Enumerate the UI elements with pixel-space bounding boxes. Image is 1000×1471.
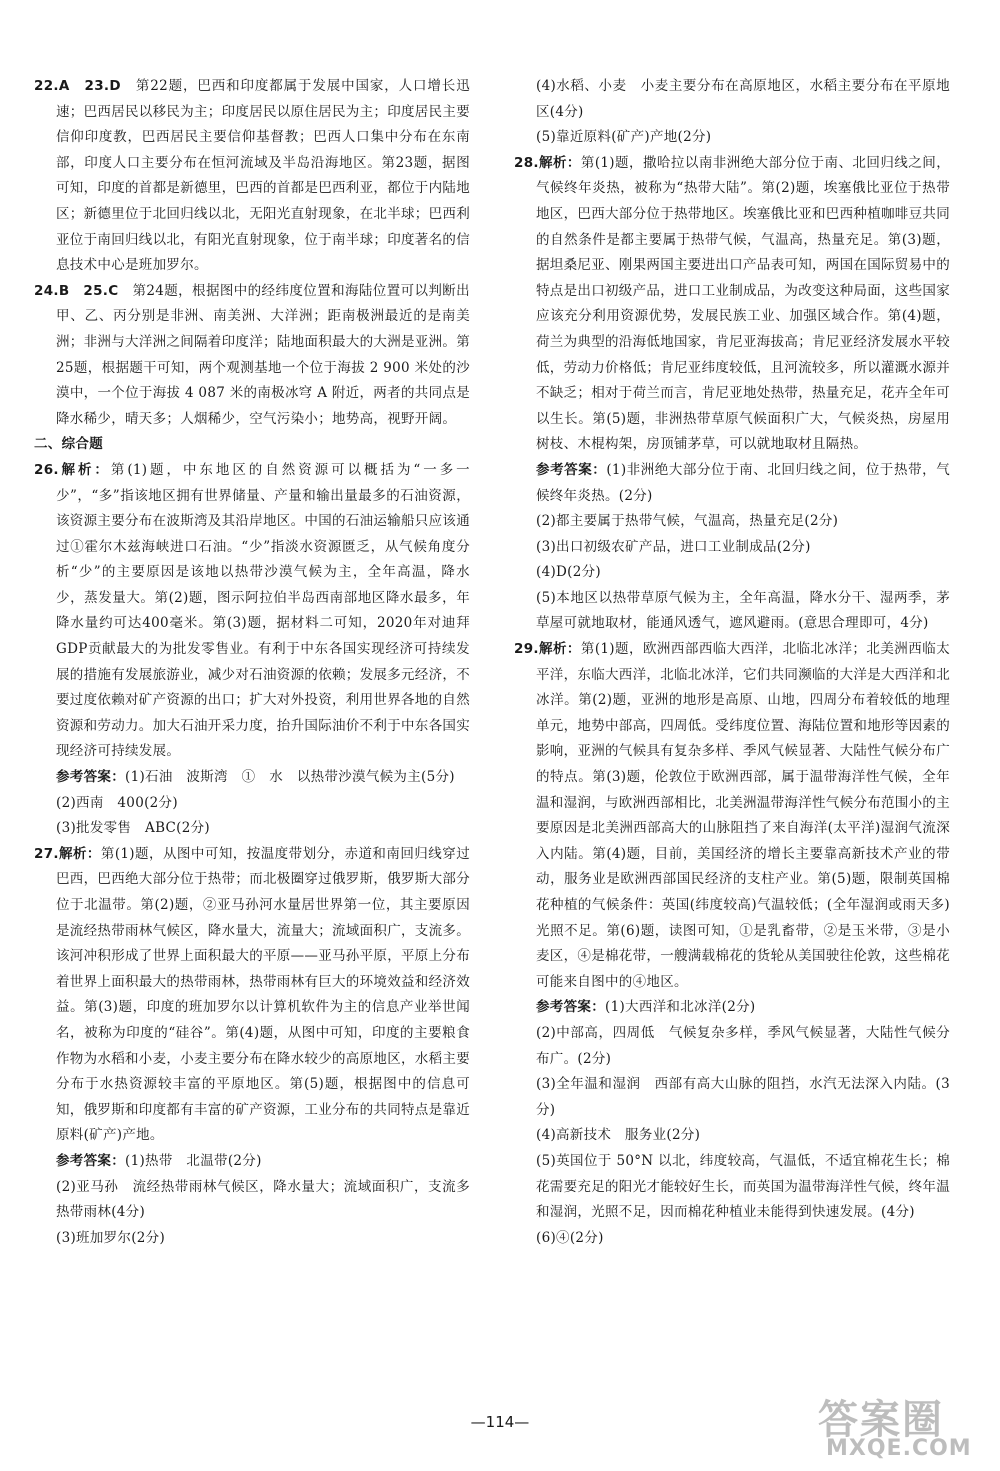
watermark xyxy=(818,1388,988,1466)
reference-answer-3: (3)全年温和湿润 西部有高大山脉的阻挡，水汽无法深入内陆。(3分) xyxy=(536,1076,950,1118)
explanation-text: 第22题，巴西和印度都属于发展中国家，人口增长迅速；巴西居民以移民为主；印度居民以原住居民为主；印度居民主要信仰印度教，巴西居民主要信仰基督教；巴西人口集中分布在东南部，印度人口主要分布在恒河流域及半岛沿海地区。第23题，据图可知，印度的首都是新德里，巴西的首都是巴西利亚，都位于内陆地区；新德里位于北回归线以北，无阳光直射现象，在北半球；巴西利亚位于南回归线以北，有阳光直射现象，位于南半球；印度著名的信息技术中心是班加罗尔。 xyxy=(56,78,470,274)
answer-29 xyxy=(514,637,950,995)
reference-answer-label: 参考答案： xyxy=(536,999,605,1016)
left-column xyxy=(34,74,484,1251)
reference-answer-1 xyxy=(34,1149,470,1175)
reference-answer-2: (2)西南 400(2分) xyxy=(56,794,178,811)
reference-answer-5: (5)靠近原料(矿产)产地(2分) xyxy=(536,129,712,146)
reference-answer-1 xyxy=(514,995,950,1021)
section-heading: 二、综合题 xyxy=(34,436,103,453)
answer-27 xyxy=(34,842,470,1149)
explanation-text: 第(1)题，欧洲西部西临大西洋，北临北冰洋；北美洲西临太平洋，东临大西洋，北临北冰洋，它们共同濒临的大洋是大西洋和北冰洋。第(2)题，亚洲的地形是高原、山地，四周分布着较低的地理单元，地势中部高，四周低。受纬度位置、海陆位置和地形等因素的影响，亚洲的气候具有复杂多样、季风气候显著、大陆性气候分布广的特点。第(3)题，伦敦位于欧洲西部，属于温带海洋性气候，全年温和湿润，与欧洲西部相比，北美洲温带海洋性气候分布范围小的主要原因是北美洲西部高大的山脉阻挡了来自海洋(太平洋)湿润气流深入内陆。第(4)题，目前，美国经济的增长主要靠高新技术产业的带动，服务业是欧洲西部国民经济的支柱产业。第(5)题，限制英国棉花种植的气候条件：英国(纬度较高)气温较低；(全年湿润或雨天多)光照不足。第(6)题，读图可知，①是乳畜带，②是玉米带，③是小麦区，④是棉花带，一艘满载棉花的货轮从美国驶往伦敦，这些棉花可能来自图中的④地区。 xyxy=(536,641,950,990)
question-number: 29. xyxy=(514,641,539,658)
answer-text: (1)热带 北温带(2分) xyxy=(125,1152,262,1169)
reference-answer-label: 参考答案： xyxy=(536,461,607,478)
answer-22-23 xyxy=(34,74,470,279)
reference-answer-4: (4)高新技术 服务业(2分) xyxy=(536,1127,701,1144)
explanation-text: 第(1)题，撒哈拉以南非洲绝大部分位于南、北回归线之间，气候终年炎热，被称为“热带大陆”。第(2)题，埃塞俄比亚位于热带地区，巴西大部分位于热带地区。埃塞俄比亚和巴西种植咖啡豆共同的自然条件是都主要属于热带气候，气温高，热量充足。第(3)题，据坦桑尼亚、刚果两国主要进出口产品表可知，两国在国际贸易中的特点是出口初级产品，进口工业制成品，为改变这种局面，这些国家应该充分利用资源优势，发展民族工业、加强区域合作。第(4)题，荷兰为典型的沿海低地国家，肯尼亚海拔高；肯尼亚经济发展水平较低，劳动力价格低；肯尼亚纬度较低，且河流较多，所以灌溉水源并不缺乏；相对于荷兰而言，肯尼亚地处热带，热量充足，花卉全年可以生长。第(5)题，非洲热带草原气候面积广大，气候炎热，房屋用树枝、木棍构架，房顶铺茅草，可以就地取材且隔热。 xyxy=(536,154,950,453)
reference-answer-4: (4)水稻、小麦 小麦主要分布在高原地区，水稻主要分布在平原地区(4分) xyxy=(536,78,950,120)
reference-answer-4: (4)D(2分) xyxy=(536,564,601,581)
watermark-url: MXQE.COM xyxy=(826,1436,972,1461)
answer-26 xyxy=(34,458,470,765)
reference-answer-2: (2)都主要属于热带气候，气温高，热量充足(2分) xyxy=(536,513,839,530)
analysis-label: 解析： xyxy=(58,461,111,478)
question-number: 27. xyxy=(34,845,59,862)
reference-answer-2: (2)中部高，四周低 气候复杂多样，季风气候显著，大陆性气候分布广。(2分) xyxy=(536,1024,950,1067)
reference-answer-1 xyxy=(514,458,950,509)
explanation-text: 第24题，根据图中的经纬度位置和海陆位置可以判断出甲、乙、丙分别是非洲、南美洲、大洋洲；距南极洲最近的是南美洲；非洲与大洋洲之间隔着印度洋；陆地面积最大的大洲是亚洲。第25题，根据题干可知，两个观测基地一个位于海拔 2 900 米处的沙漠中，一个位于海拔 4 087 米的南极冰穹 A 附近，两者的共同点是降水稀少，晴天多；人烟稀少，空气污染小；地势高，视野开阔。 xyxy=(56,282,470,427)
answer-24-25 xyxy=(34,279,470,433)
analysis-label: 解析： xyxy=(58,845,101,862)
answer-text: (1)大西洋和北冰洋(2分) xyxy=(605,999,756,1016)
reference-answer-6: (6)④(2分) xyxy=(536,1229,604,1246)
reference-answer-2: (2)亚马孙 流经热带雨林气候区，降水量大；流域面积广，支流多 热带雨林(4分) xyxy=(56,1178,484,1221)
reference-answer-label: 参考答案： xyxy=(56,769,125,786)
explanation-text: 第(1)题，从图中可知，按温度带划分，赤道和南回归线穿过巴西，巴西绝大部分位于热带；而北极圈穿过俄罗斯，俄罗斯大部分位于北温带。第(2)题，②亚马孙河水量居世界第一位，其主要原因是流经热带雨林气候区，降水量大，流量大；流域面积广，支流多。该河冲积形成了世界上面积最大的平原——亚马孙平原，平原上分布着世界上面积最大的热带雨林，热带雨林有巨大的环境效益和经济效益。第(3)题，印度的班加罗尔以计算机软件为主的信息产业举世闻名，被称为印度的“硅谷”。第(4)题，从图中可知，印度的主要粮食作物为水稻和小麦，小麦主要分布在降水较少的高原地区，水稻主要分布于水热资源较丰富的平原地区。第(5)题，根据图中的信息可知，俄罗斯和印度都有丰富的矿产资源，工业分布的共同特点是靠近原料(矿产)产地。 xyxy=(56,845,470,1144)
question-number: 26. xyxy=(34,461,59,478)
reference-answer-label: 参考答案： xyxy=(56,1152,125,1169)
reference-answer-3: (3)出口初级农矿产品，进口工业制成品(2分) xyxy=(536,538,811,555)
page-number: —114— xyxy=(470,1413,530,1431)
reference-answer-3: (3)班加罗尔(2分) xyxy=(56,1229,166,1246)
answer-28 xyxy=(514,151,950,458)
right-column xyxy=(514,74,950,1251)
reference-answer-3: (3)批发零售 ABC(2分) xyxy=(56,820,210,837)
answer-text: (1)非洲绝大部分位于南、北回归线之间，位于热带，气候终年炎热。(2分) xyxy=(536,461,951,504)
watermark-logo: 答案圈 xyxy=(818,1397,944,1443)
analysis-label: 解析： xyxy=(538,154,581,171)
question-number: 22.A 23.D xyxy=(34,78,121,94)
reference-answer-1 xyxy=(34,765,470,791)
reference-answer-5: (5)本地区以热带草原气候为主，全年高温，降水分干、湿两季，茅草屋可就地取材，能通风透气，遮风避雨。(意思合理即可，4分) xyxy=(536,589,950,632)
question-number: 28. xyxy=(514,154,539,171)
question-number: 24.B 25.C xyxy=(34,282,119,299)
answer-text: (1)石油 波斯湾 ① 水 以热带沙漠气候为主(5分) xyxy=(125,769,455,786)
reference-answer-5: (5)英国位于 50°N 以北，纬度较高，气温低，不适宜棉花生长；棉花需要充足的阳光才能较好生长，而英国为温带海洋性气候，终年温和湿润，光照不足，因而棉花种植业未能得到快速发展。(4分) xyxy=(536,1152,950,1221)
analysis-label: 解析： xyxy=(538,641,581,658)
explanation-text: 第(1)题，中东地区的自然资源可以概括为“一多一少”，“多”指该地区拥有世界储量、产量和输出量最多的石油资源，该资源主要分布在波斯湾及其沿岸地区。中国的石油运输船只应该通过①霍尔木兹海峡进口石油。“少”指淡水资源匮乏，从气候角度分析“少”的主要原因是该地以热带沙漠气候为主，全年高温，降水少，蒸发量大。第(2)题，图示阿拉伯半岛西南部地区降水最多，年降水量约可达400毫米。第(3)题，据材料二可知，2020年对迪拜GDP贡献最大的为批发零售业。有利于中东各国实现经济可持续发展的措施有发展旅游业，减少对石油资源的依赖；发展多元经济，不要过度依赖对矿产资源的出口；扩大对外投资，利用世界各地的自然资源和劳动力。加大石油开采力度，抬升国际油价不利于中东各国实现经济可持续发展。 xyxy=(56,461,470,760)
